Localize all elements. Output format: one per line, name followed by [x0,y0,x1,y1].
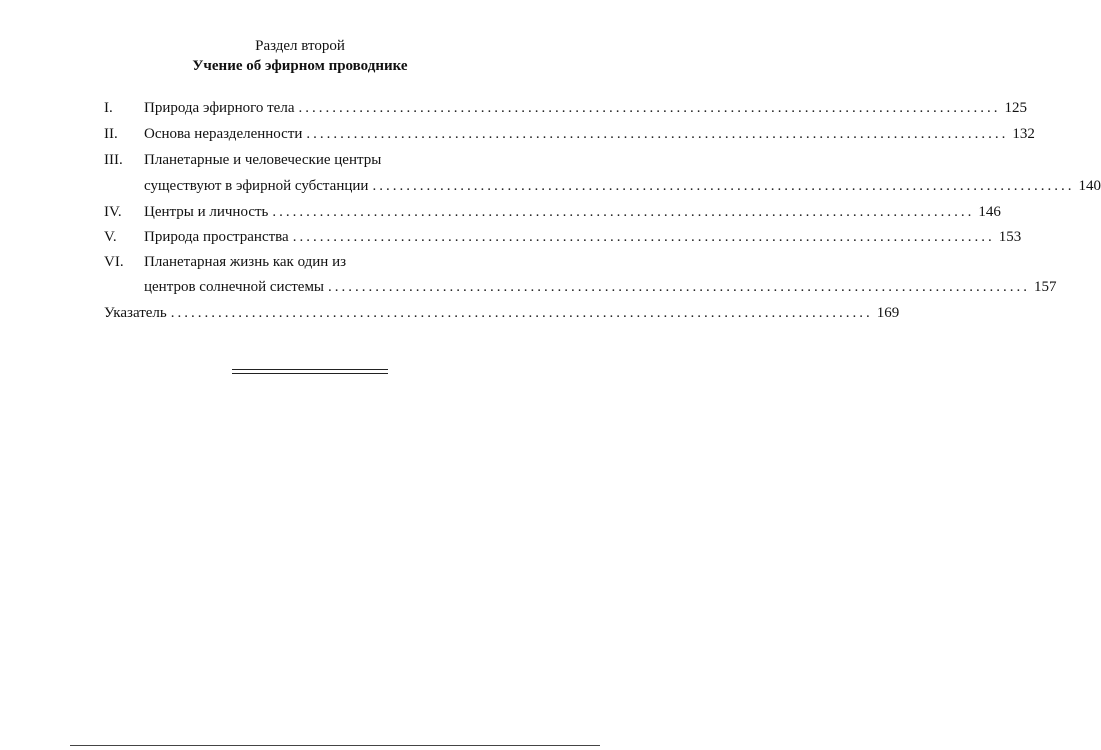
dot-leader: ........................................................................................................ [372,178,1075,194]
toc-numeral: II. [104,126,118,142]
toc-numeral: I. [104,100,113,116]
toc-numeral: V. [104,229,117,245]
toc-entry-4[interactable] [104,202,1001,222]
dot-leader: ........................................................................................................ [306,126,1009,142]
index-label: Указатель [104,305,167,321]
toc-entry-title: Природа эфирного тела [144,100,295,116]
toc-entry-3-continued[interactable] [104,176,1101,196]
section-title: Учение об эфирном проводнике [192,58,408,74]
dot-leader: ........................................................................................................ [292,229,995,245]
toc-entry-title: Планетарные и человеческие центры [144,152,382,168]
toc-entry-6[interactable] [104,252,514,272]
toc-entry-2[interactable] [104,124,1035,144]
index-page-number: 169 [876,305,900,321]
toc-page-number: 153 [998,229,1022,245]
toc-entry-title: Центры и личность [144,204,269,220]
toc-entry-6-continued[interactable] [104,277,1057,297]
toc-entry-1[interactable] [104,98,1027,118]
page-bottom-edge [70,745,600,746]
dot-leader: ........................................................................................................ [298,100,1001,116]
toc-numeral: VI. [104,254,124,270]
dot-leader: ........................................................................................................ [272,204,975,220]
dot-leader: ........................................................................................................ [328,279,1031,295]
toc-entry-5[interactable] [104,227,1022,247]
toc-page-number: 140 [1078,178,1101,194]
divider [232,373,388,374]
toc-index-entry[interactable] [104,303,900,323]
toc-entry-3[interactable] [104,150,514,170]
toc-numeral: IV. [104,204,122,220]
toc-page-number: 146 [978,204,1001,220]
section-label: Раздел второй [255,38,345,54]
dot-leader: ........................................................................................................ [170,305,873,321]
toc-entry-title: Природа пространства [144,229,289,245]
toc-entry-title: Планетарная жизнь как один из [144,254,347,270]
toc-page-number: 132 [1012,126,1035,142]
toc-entry-title-continued: существуют в эфирной субстанции [144,178,369,194]
toc-entry-title: Основа неразделенности [144,126,303,142]
toc-entry-title-continued: центров солнечной системы [144,279,325,295]
section-end-ornament [232,369,388,377]
divider [232,369,388,370]
toc-numeral: III. [104,152,123,168]
toc-page-number: 125 [1004,100,1027,116]
toc-page-number: 157 [1034,279,1057,295]
